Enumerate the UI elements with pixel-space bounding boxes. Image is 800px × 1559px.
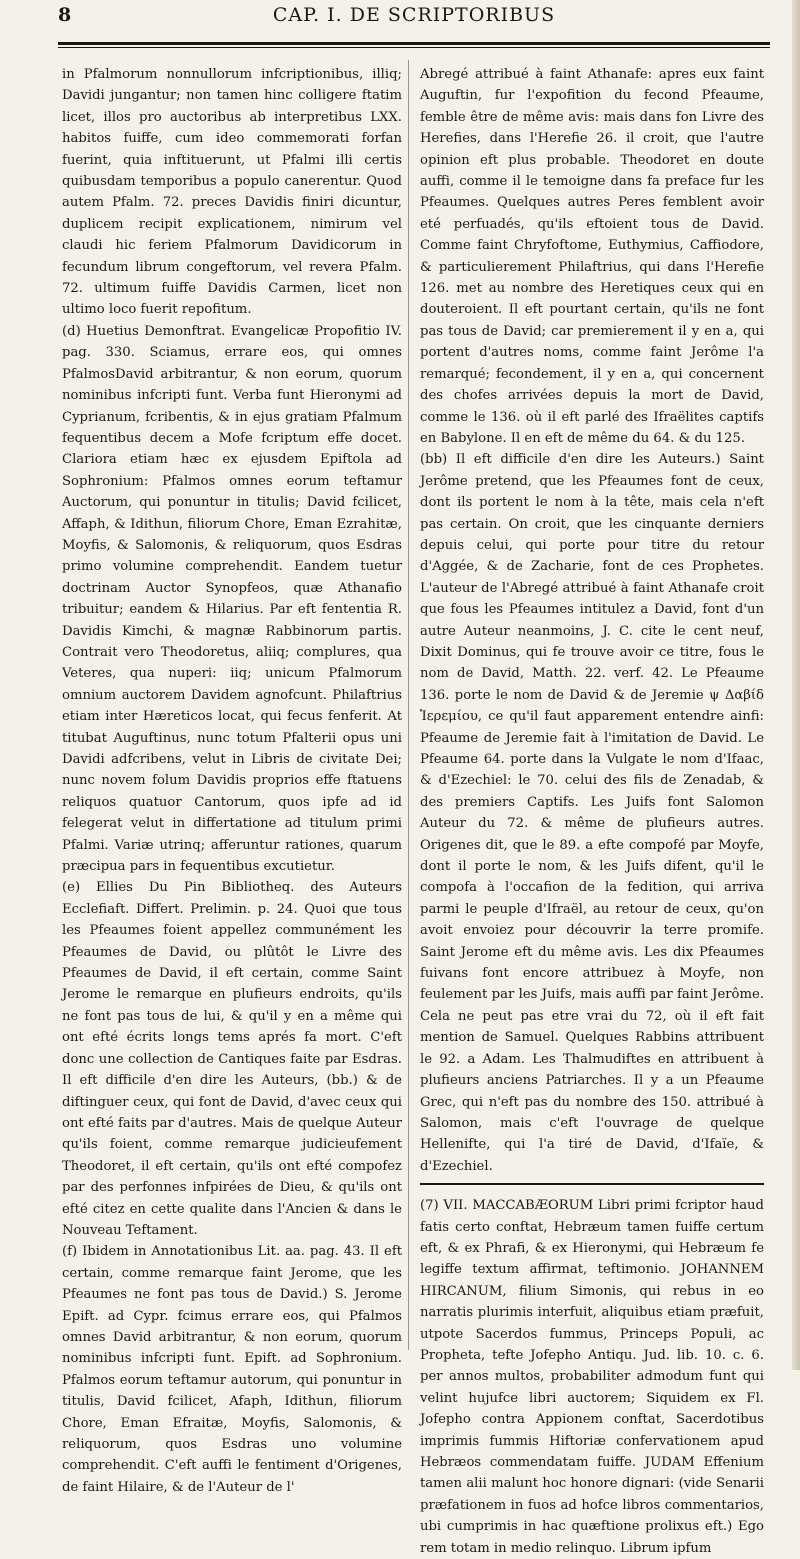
footnote-f-continuation: Abregé attribué à faint Athanafe: apres eux faint Auguftin, fur l'expofition du fecond Pfeaume, femble être de même avis: mais dans fon Livre des Herefies, dans l'Herefie 26. il croit, que l'autre opinion eft plus probable. Theodoret en doute auffi, comme il le temoigne dans fa preface fur les Pfeaumes. Quelques autres Peres femblent avoir eté perfuadés, qu'ils eftoient tous de David. Comme faint Chryfoftome, Euthymius, Caffiodore, & particulierement Philaftrius, qui dans l'Herefie 126. met au nombre des Heretiques ceux qui en douteroient. Il eft pourtant certain, qu'ils ne font pas tous de David; car premierement il y en a, qui portent d'autres noms, comme faint Jerôme l'a remarqué; fecondement, il y en a, qui concernent des chofes arrivées depuis la mort de David, comme le 136. où il eft parlé des Ifraëlites captifs en Babylone. Il en eft de même du 64. & du 125. (420, 67, 764, 446)
footnote-e: (e) Ellies Du Pin Bibliotheq. des Auteurs Ecclefiaft. Differt. Prelimin. p. 24. Quoi que tous les Pfeaumes foient appellez communément les Pfeaumes de David, ou plûtôt le Livre des Pfeaumes de David, il eft certain, comme Saint Jerome le remarque en plufieurs endroits, qu'ils ne font pas tous de lui, & qu'il y en a même qui ont efté écrits longs tems aprés fa mort. C'eft donc une collection de Cantiques faite par Esdras. Il eft difficile d'en dire les Auteurs, (bb.) & de diftinguer ceux, qui font de David, d'avec ceux qui ont efté faits par d'autres. Mais de quelque Auteur qu'ils foient, comme remarque judicieufement Theodoret, il eft certain, qu'ils ont efté compofez par des perfonnes infpirées de Dieu, & qu'ils ont efté citez en cette qualite dans l'Ancien & dans le Nouveau Teftament. (62, 880, 402, 1238)
page-edge (792, 0, 800, 1370)
section-rule (420, 1183, 764, 1185)
header-rule (58, 42, 770, 45)
column-divider (408, 60, 409, 1350)
footnote-continuation: in Pfalmorum nonnullorum infcriptionibus, illiq; Davidi jungantur; non tamen hinc colligere ftatim licet, illos pro auctoribus ab interpretibus LXX. habitos fuiffe, cum ideo commemorati forfan fuerint, quia inftituerunt, ut Pfalmi illi certis quibusdam temporibus a populo canerentur. Quod autem Pfalm. 72. preces Davidis finiri dicuntur, duplicem recipit explicationem, nimirum vel claudi hic feriem Pfalmorum Davidicorum in fecundum librum congeftorum, vel revera Pfalm. 72. ultimum fuiffe Davidis Carmen, licet non ultimo loco fuerit repofitum. (62, 67, 402, 318)
left-column (62, 64, 402, 1498)
page-number: 8 (58, 4, 72, 26)
running-title: CAP. I. DE SCRIPTORIBUS (272, 4, 556, 26)
header-rule-thin (58, 47, 770, 48)
section-7-maccabees: (7) VII. MACCABÆORUM Libri primi fcriptor haud fatis certo conftat, Hebræum tamen fuiffe certum eft, & ex Phrafi, & ex Hieronymi, qui Hebræum fe legiffe textum affirmat, teftimonio. JOHANNEM HIRCANUM, filium Simonis, qui rebus in eo narratis plurimis interfuit, aliquibus etiam præfuit, utpote Sacerdos fummus, Princeps Populi, ac Propheta, tefte Jofepho Antiqu. Jud. lib. 10. c. 6. per annos multos, probabiliter admodum funt qui velint hujufce libri auctorem; Siquidem ex Fl. Jofepho contra Appionem conftat, Sacerdotibus imprimis fummis Hiftoriæ confervationem apud Hebræos commendatam fuiffe. JUDAM Effenium tamen alii malunt hoc honore dignari: (vide Senarii præfationem in fuos ad hofce libros commentarios, ubi cumprimis in hac quæftione prolixus eft.) Ego rem totam in medio relinquo. Librum ipfum (420, 1198, 764, 1556)
right-column (420, 64, 764, 1559)
footnote-bb: (bb) Il eft difficile d'en dire les Auteurs.) Saint Jerôme pretend, que les Pfeaumes font de ceux, dont ils portent le nom à la tête, mais cela n'eft pas certain. On croit, que les cinquante derniers depuis celui, qui porte pour titre du retour d'Aggée, & de Zacharie, font de ces Prophetes. L'auteur de l'Abregé attribué à faint Athanafe croit que fous les Pfeaumes intitulez a David, font d'un autre Auteur neanmoins, J. C. cite le cent neuf, Dixit Dominus, qui fe trouve avoir ce titre, fous le nom de David, Matth. 22. verf. 42. Le Pfeaume 136. porte le nom de David & de Jeremie ψ Δαβίδ Ἱερεμίου, ce qu'il faut apparement entendre ainfi: Pfeaume de Jeremie fait à l'imitation de David. Le Pfeaume 64. porte dans la Vulgate le nom d'Ifaac, & d'Ezechiel: le 70. celui des fils de Zenadab, & des premiers Captifs. Les Juifs font Salomon Auteur du 72. & même de plufieurs autres. Origenes dit, que le 89. a efte compofé par Moyfe, dont il porte le nom, & les Juifs difent, qu'il le compofa à l'occafion de la fedition, qui arriva parmi le peuple d'Ifraël, au retour de ceux, qu'on avoit envoiez pour découvrir la terre promife. Saint Jerome eft du même avis. Les dix Pfeaumes fuivans font encore attribuez à Moyfe, non feulement par les Juifs, mais auffi par faint Jerôme. Cela ne peut pas etre vrai du 72, où il eft fait mention de Samuel. Quelques Rabbins attribuent le 92. a Adam. Les Thalmudiftes en attribuent à plufieurs anciens Patriarches. Il y a un Pfeaume Grec, qui n'eft pas du nombre des 150. attribué à Salomon, mais c'eft l'ouvrage de quelque Hellenifte, qui l'a tiré de David, d'Ifaïe, & d'Ezechiel. (420, 452, 764, 1174)
footnote-f: (f) Ibidem in Annotationibus Lit. aa. pag. 43. Il eft certain, comme remarque faint Jerome, que les Pfeaumes ne font pas tous de David.) S. Jerome Epift. ad Cypr. fcimus errare eos, qui Pfalmos omnes David arbitrantur, & non eorum, quorum nominibus infcripti funt. Epift. ad Sophronium. Pfalmos eorum teftamur autorum, qui ponuntur in titulis, David fcilicet, Afaph, Idithun, filiorum Chore, Eman Efraitæ, Moyfis, Salomonis, & reliquorum, quos Esdras uno volumine comprehendit. C'eft auffi le fentiment d'Origenes, de faint Hilaire, & de l'Auteur de l' (62, 1244, 402, 1495)
footnote-d: (d) Huetius Demonftrat. Evangelicæ Propofitio IV. pag. 330. Sciamus, errare eos, qui omnes PfalmosDavid arbitrantur, & non eorum, quorum nominibus infcripti funt. Verba funt Hieronymi ad Cyprianum, fcribentis, & in ejus gratiam Pfalmum fequentibus decem a Mofe fcriptum effe docet. Clariora etiam hæc ex ejusdem Epiftola ad Sophronium: Pfalmos omnes eorum teftamur Auctorum, qui ponuntur in titulis; David fcilicet, Affaph, & Idithun, filiorum Chore, Eman Ezrahitæ, Moyfis, & Salomonis, & reliquorum, quos Esdras primo volumine comprehendit. Eandem tuetur doctrinam Auctor Synopfeos, quæ Athanafio tribuitur; eandem & Hilarius. Par eft fententia R. Davidis Kimchi, & magnæ Rabbinorum partis. Contrait vero Theodoretus, aliiq; complures, qua Veteres, qua nuperi: iiq; unicum Pfalmorum omnium auctorem Davidem agnofcunt. Philaftrius etiam inter Hæreticos locat, qui fecus fenferit. At titubat Auguftinus, nunc totum Pfalterii opus uni Davidi adfcribens, velut in Libris de civitate Dei; nunc novem folum Davidis proprios effe ftatuens reliquos quatuor Cantorum, quos ipfe ad id felegerat velut in differtatione ad titulum primi Pfalmi. Variæ utrinq; afferuntur rationes, quarum præcipua pars in fequentibus excutietur. (62, 323, 402, 875)
page-header (58, 4, 770, 38)
